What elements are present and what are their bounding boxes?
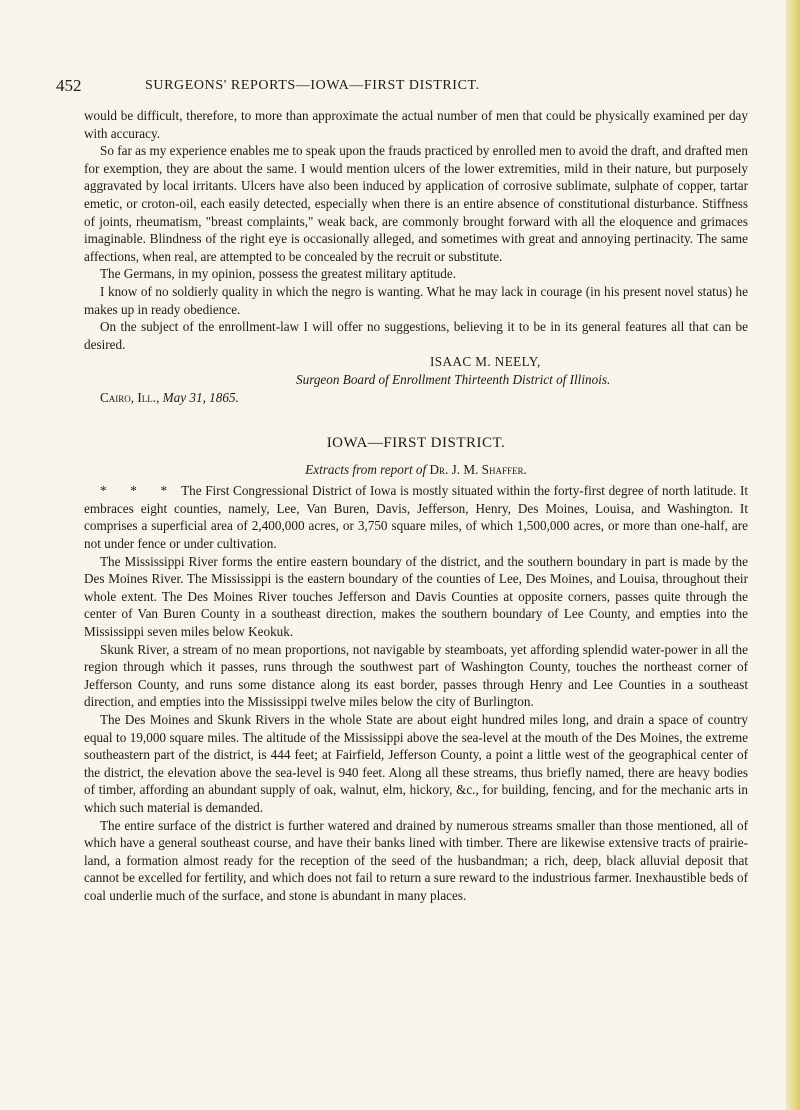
section-title: IOWA—FIRST DISTRICT. [326,435,506,452]
page-number: 452 [56,76,82,95]
page-body [84,107,748,905]
page-edge-shadow [786,0,800,1110]
extract-label: Extracts from report of [305,461,427,477]
section-paragraph: The Des Moines and Skunk Rivers in the whole State are about eight hundred miles long, and drain a space of country equal to 19,000 square miles. The altitude of the Mississippi above the sea-level at the mouth of the Des Moines, the extreme southeastern part of the district, is 444 feet; at Fairfield, Jefferson County, a point a little west of the geographical center of the district, the elevation above the sea-level is 940 feet. Along all these streams, thus briefly named, there are heavy bodies of timber, affording an abundant supply of oak, walnut, elm, hickory, &c., for building, fencing, and for the mechanic arts in which such material is demanded. [84,712,748,815]
signature-title: Surgeon Board of Enrollment Thirteenth District of Illinois. [296,371,611,387]
letter-paragraph: So far as my experience enables me to speak upon the frauds practiced by enrolled men to avoid the draft, and drafted men for exemption, they are about the same. I would mention ulcers of the lower extremities, mild in their nature, but purposely aggravated by local irritants. Ulcers have also been induced by application of corrosive sublimate, sulphate of copper, tartar emetic, or croton-oil, each easily detected, especially when there is an entire absence of constitutional disturbance. Stiffness of joints, rheumatism, "breast complaints," weak back, are commonly brought forward with all the eloquence and grimaces imaginable. Blindness of the right eye is occasionally alleged, and sometimes with great and annoying pertinacity. The same affections, when real, are attempted to be concealed by the recruit or substitute. [84,143,748,264]
letter-paragraph: would be difficult, therefore, to more than approximate the actual number of men that could be physically examined per day with accuracy. [84,108,748,141]
section-paragraph-text: The First Congressional District of Iowa is mostly situated within the forty-first degree of north latitude. It embraces eight counties, namely, Lee, Van Buren, Davis, Jefferson, Henry, Des Moines, Louisa, and Washington. It comprises a superficial area of 2,400,000 acres, or 3,750 square miles, of which 1,500,000 acres, or more than one-half, are not under fence or under cultivation. [84,483,748,552]
extract-line [84,461,748,479]
section-paragraph [84,482,748,552]
letter-paragraph: The Germans, in my opinion, possess the greatest military aptitude. [100,266,456,282]
letter-paragraph: On the subject of the enrollment-law I will offer no suggestions, believing it to be in its general features all that can be desired. [84,319,748,352]
letter-dateline [84,389,748,407]
section-paragraph: Skunk River, a stream of no mean proportions, not navigable by steamboats, yet affording splendid water-power in all the region through which it passes, runs through the southwest part of Washington County, touches the northeast corner of Jefferson County, and runs some distance along its east border, passes through Henry and Lee Counties in a southeast direction, and empties into the Mississippi twelve miles below the city of Burlington. [84,641,748,710]
ellipsis-stars: * * * [100,483,178,499]
report-author: Dr. J. M. Shaffer. [429,461,527,477]
letter-paragraph: I know of no soldierly quality in which the negro is wanting. What he may lack in courage (in his present novel status) he makes up in ready obedience. [84,283,748,317]
running-head: SURGEONS' REPORTS—IOWA—FIRST DISTRICT. [145,78,480,93]
letter-place: Cairo, Ill., [100,389,160,405]
signature-name: ISAAC M. NEELY, [430,354,541,370]
letter-date: May 31, 1865. [162,389,239,405]
section-paragraph: The Mississippi River forms the entire eastern boundary of the district, and the southern boundary in part is made by the Des Moines River. The Mississippi is the eastern boundary of the counties of Lee, Des Moines, and Louisa, throughout their whole extent. The Des Moines River touches Jefferson and Davis Counties at opposite corners, passes quite through the center of Van Buren County in a southeast direction, makes the southern boundary of Lee County, and empties into the Mississippi seven miles below Keokuk. [84,553,748,640]
page-header [56,76,746,98]
section-paragraph: The entire surface of the district is further watered and drained by numerous streams smaller than those mentioned, all of which have a general southeast course, and have their banks lined with timber. There are likewise extensive tracts of prairie-land, a formation almost ready for the reception of the seed of the husbandman; a rich, deep, black alluvial deposit that cannot be excelled for fertility, and which does not fail to return a sure reward to the industrious farmer. Inexhaustible beds of coal underlie much of the surface, and stone is abundant in many places. [84,817,748,903]
